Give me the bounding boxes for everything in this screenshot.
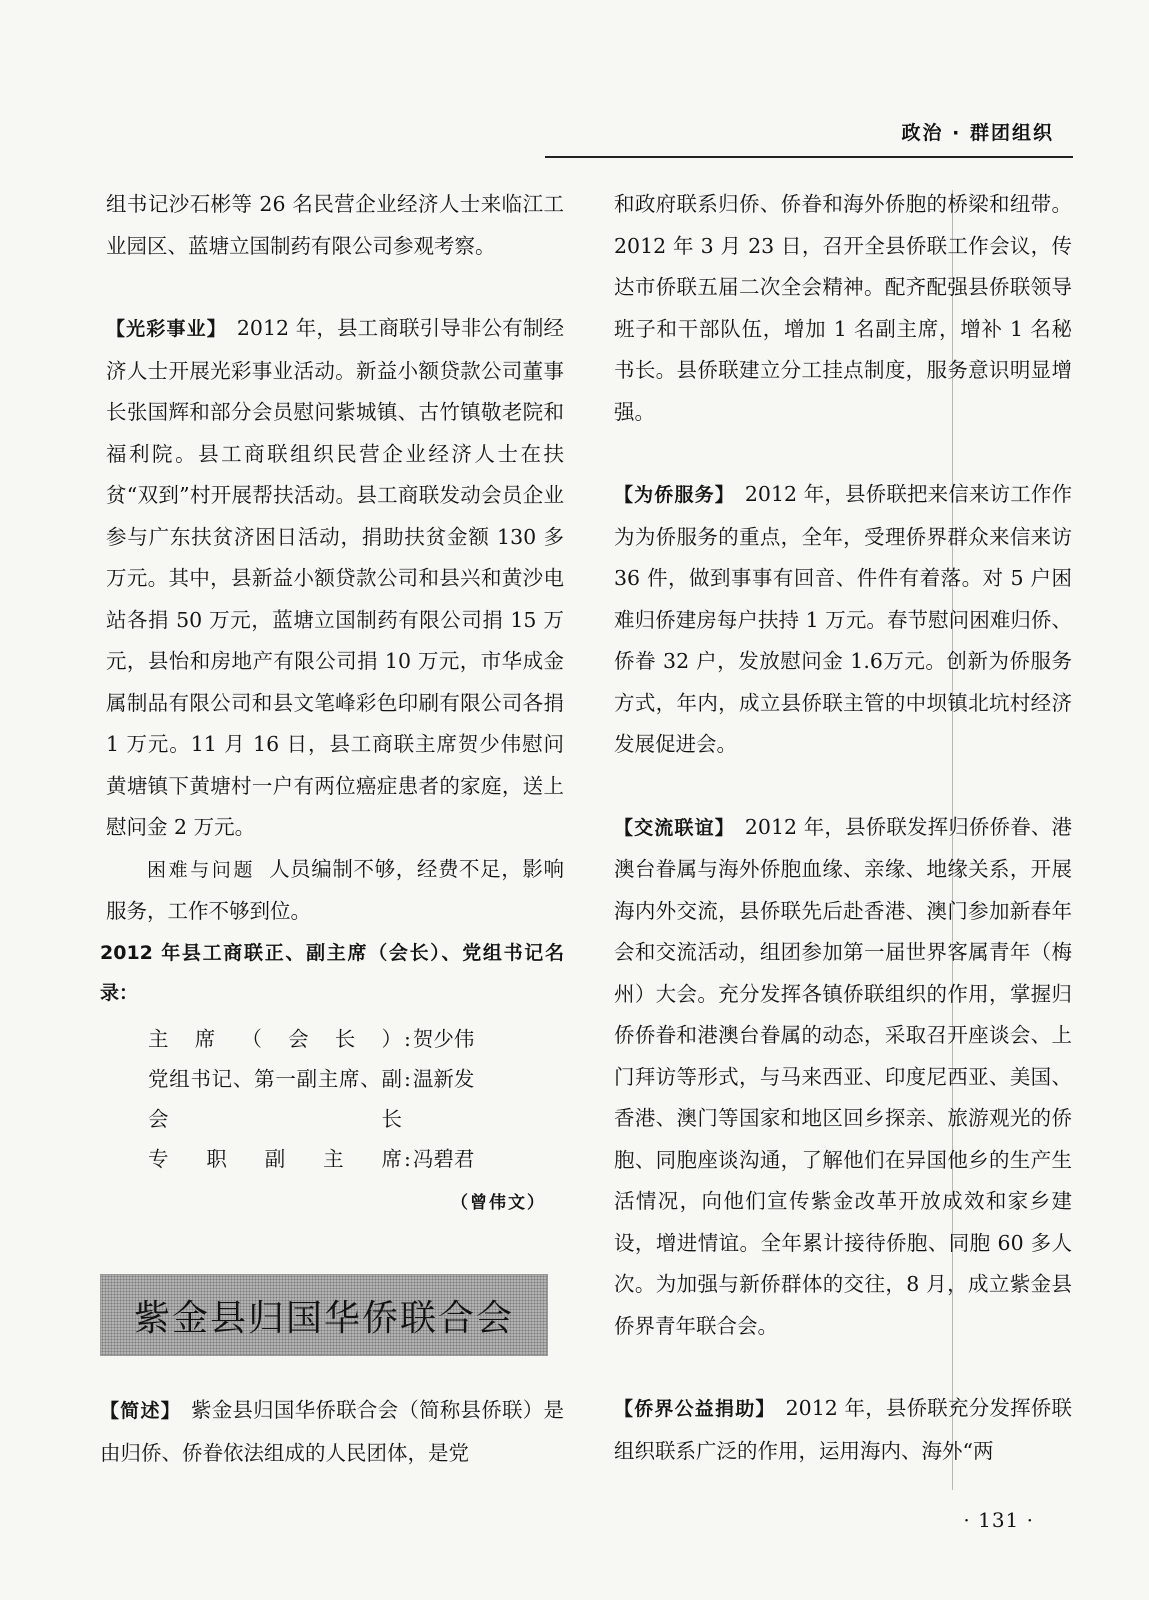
right-column [614,184,1072,1472]
section-paragraph-donation [614,1388,1072,1472]
section-keyword: 【侨界公益捐助】 [614,1398,776,1420]
issues-text: 人员编制不够，经费不足，影响服务，工作不够到位。 [106,856,564,923]
roster-separator: : [404,1146,411,1171]
page-number: · 131 · [963,1508,1034,1532]
roster-name: 贺少伟 [412,1026,475,1051]
roster-list [148,1019,564,1179]
section-text: 2012 年，县侨联把来信来访工作作为为侨服务的重点，全年，受理侨界群众来信来访 36 件，做到事事有回音、件件有着落。对 5 户困难归侨建房每户扶持 1 万元。春节慰问困难归侨、侨眷 32 户，发放慰问金 1.6万元。创新为侨服务方式，年内，成立县侨联主管的中坝镇北坑村经济发展促进会。 [614,482,1072,756]
section-text: 2012 年，县侨联充分发挥侨联组织联系广泛的作用，运用海内、海外“两 [614,1396,1072,1463]
roster-name: 温新发 [412,1066,475,1091]
intro-paragraph: 组书记沙石彬等 26 名民营企业经济人士来临江工业园区、蓝塘立国制药有限公司参观考察。 [106,192,564,258]
roster-role: 党组书记、第一副主席、副会长 [148,1066,402,1131]
roster-row [148,1139,564,1179]
section-text: 2012 年，县工商联引导非公有制经济人士开展光彩事业活动。新益小额贷款公司董事长张国辉和部分会员慰问紫城镇、古竹镇敬老院和福利院。县工商联组织民营企业经济人士在扶贫“双到”村开展帮扶活动。县工商联发动会员企业参与广东扶贫济困日活动，捐助扶贫金额 130 多万元。其中，县新益小额贷款公司和县兴和黄沙电站各捐 50 万元，蓝塘立国制药有限公司捐 15 万元，县怡和房地产有限公司捐 10 万元，市华成金属制品有限公司和县文笔峰彩色印刷有限公司各捐 1 万元。11 月 16 日，县工商联主席贺少伟慰问黄塘镇下黄塘村一户有两位癌症患者的家庭，送上慰问金 2 万元。 [106,316,564,839]
section-paragraph-exchange [614,807,1072,1348]
issues-label: 困难与问题 [147,858,256,881]
roster-separator: : [404,1066,411,1091]
roster-role: 主席（会长） [148,1026,402,1051]
section-title: 政治 · 群团组织 [901,122,1054,144]
section-paragraph-guangcai [106,308,564,849]
summary-paragraph [100,1390,564,1474]
section-banner [100,1274,548,1356]
running-header [0,0,1149,170]
section-keyword: 【为侨服务】 [614,484,735,506]
roster-separator: : [404,1026,411,1051]
section-paragraph-service [614,474,1072,766]
left-column [100,184,564,1224]
section-keyword: 【交流联谊】 [614,816,735,839]
roster-role: 专职副主席 [148,1146,402,1171]
roster-title: 2012 年县工商联正、副主席（会长）、党组书记名录： [100,941,564,1004]
section-keyword: 【光彩事业】 [106,318,227,340]
intro-paragraph: 和政府联系归侨、侨眷和海外侨胞的桥梁和纽带。2012 年 3 月 23 日，召开全县侨联工作会议，传达市侨联五届二次全会精神。配齐配强县侨联领导班子和干部队伍，增加 1 名副主席，增补 1 名秘书长。县侨联建立分工挂点制度，服务意识明显增强。 [614,192,1072,424]
section-text: 2012 年，县侨联发挥归侨侨眷、港澳台眷属与海外侨胞血缘、亲缘、地缘关系，开展海内外交流，县侨联先后赴香港、澳门参加新春年会和交流活动，组团参加第一届世界客属青年（梅州）大会。充分发挥各镇侨联组织的作用，掌握归侨侨眷和港澳台眷属的动态，采取召开座谈会、上门拜访等形式，与马来西亚、印度尼西亚、美国、香港、澳门等国家和地区回乡探亲、旅游观光的侨胞、同胞座谈沟通，了解他们在异国他乡的生产生活情况，向他们宣传紫金改革开放成效和家乡建设，增进情谊。全年累计接待侨胞、同胞 60 多人次。为加强与新侨群体的交往，8 月，成立紫金县侨界青年联合会。 [614,814,1072,1338]
summary-text: 紫金县归国华侨联合会（简称县侨联）是由归侨、侨眷依法组成的人民团体，是党 [100,1398,564,1465]
roster-row [148,1019,564,1059]
summary-keyword: 【简述】 [100,1400,181,1422]
author-credit: （曾伟文） [451,1192,546,1213]
issues-paragraph [106,849,564,933]
roster-name: 冯碧君 [412,1146,475,1171]
roster-row [148,1059,564,1139]
header-rule [545,156,1073,158]
banner-title: 紫金县归国华侨联合会 [133,1297,514,1339]
